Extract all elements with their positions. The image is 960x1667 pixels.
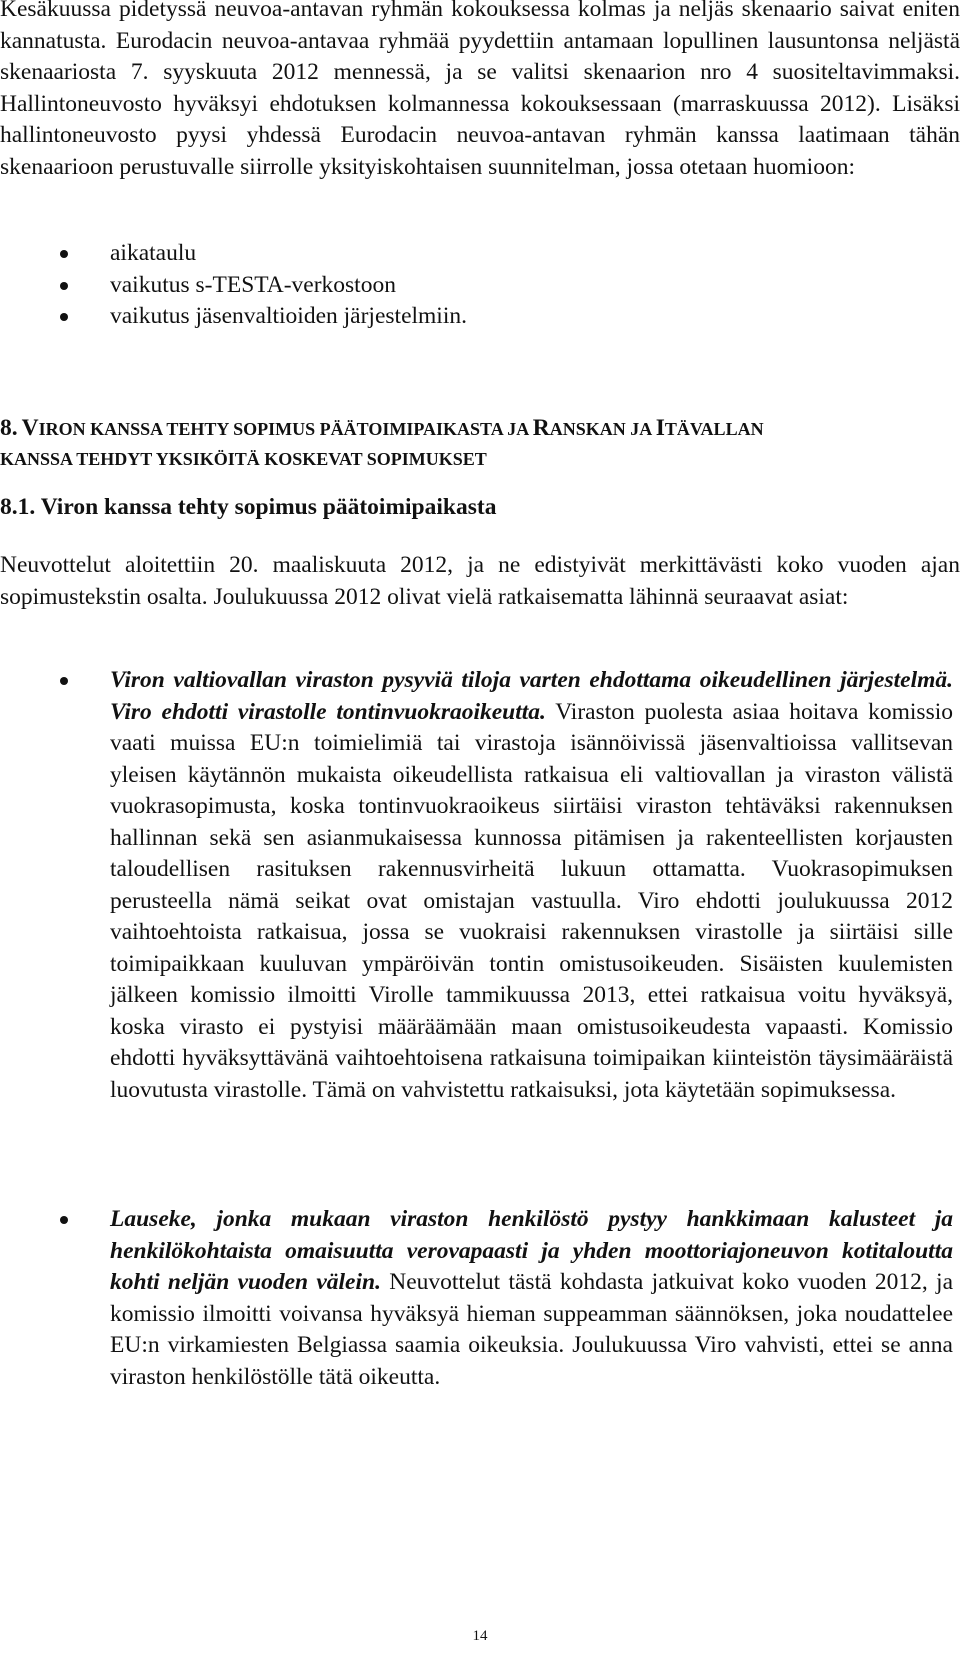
section-8-title-line1	[21, 415, 764, 441]
bullet-icon	[60, 1216, 68, 1224]
heading-segment: V	[21, 415, 39, 441]
bullet-icon	[60, 677, 68, 685]
heading-segment: TÄVALLAN	[664, 419, 764, 439]
bullet-icon	[60, 250, 68, 258]
subsection-8-1-heading: 8.1. Viron kanssa tehty sopimus päätoimipaikasta	[0, 494, 497, 520]
issue-tax-exemption-item: Lauseke, jonka mukaan viraston henkilöstö pystyy hankkimaan kalusteet ja henkilökohtaista omaisuutta verovapaasti ja yhden moottoriajoneuvon kotitaloutta kohti neljän vuoden välein. Neuvottelut tästä kohdasta jatkuivat koko vuoden 2012, ja komissio ilmoitti voivansa hyväksyä hieman suppeamman säännöksen, joka noudattelee EU:n virkamiesten Belgiassa saamia oikeuksia. Joulukuussa Viro vahvisti, ettei se anna viraston henkilöstölle tätä oikeutta.	[110, 1206, 953, 1390]
heading-segment: R	[532, 415, 550, 441]
section-8-heading: 8. VIRON KANSSA TEHTY SOPIMUS PÄÄTOIMIPAIKASTA JA RANSKAN JA ITÄVALLAN	[0, 415, 764, 441]
bullet-icon	[60, 282, 68, 290]
intro-bullet-list	[0, 238, 960, 333]
bullet-icon	[60, 313, 68, 321]
page-number: 14	[472, 1628, 488, 1644]
issue-legal-regime-item: Viron valtiovallan viraston pysyviä tiloja varten ehdottama oikeudellinen järjestelmä. Viro ehdotti virastolle tontinvuokraoikeutta. Viraston puolesta asiaa hoitava komissio vaati muissa EU:n toimielimiä tai virastoja isännöivissä jäsenvaltioissa vallitsevan yleisen käytännön mukaista oikeudellista ratkaisua eli valtiovallan ja viraston välistä vuokrasopimusta, koska tontinvuokraoikeus siirtäisi viraston tehtäväksi rakennuksen hallinnan sekä sen asianmukaisessa kunnossa pitämisen ja rakenteellisten korjausten taloudellisen rasituksen rakennusvirheitä lukuun ottamatta. Vuokrasopimuksen perusteella nämä seikat ovat omistajan vastuulla. Viro ehdotti joulukuussa 2012 vaihtoehtoista ratkaisua, jossa se vuokraisi rakennuksen virastolle ja siirtäisi sille toimipaikkaan kuuluvan ympäröivän tontin omistusoikeuden. Sisäisten kuulemisten jälkeen komissio ilmoitti Virolle tammikuussa 2013, ettei ratkaisua voitu hyväksyä, koska virasto ei pystyisi määräämään maan omistusoikeudesta vapaasti. Komissio ehdotti hyväksyttävänä vaihtoehtoisena ratkaisuna toimipaikan kiinteistön täysimääräistä luovutusta virastolle. Tämä on vahvistettu ratkaisuksi, jota käytetään sopimuksessa.	[110, 667, 954, 1103]
list-item: vaikutus s-TESTA-verkostoon	[0, 270, 960, 302]
intro-paragraph: Kesäkuussa pidetyssä neuvoa-antavan ryhmän kokouksessa kolmas ja neljäs skenaario saivat eniten kannatusta. Eurodacin neuvoa-antavaa ryhmää pyydettiin antamaan lopullinen lausuntonsa neljästä skenaariosta 7. syyskuuta 2012 mennessä, ja se valitsi skenaarion nro 4 suositeltavimmaksi. Hallintoneuvosto hyväksyi ehdotuksen kolmannessa kokouksessaan (marraskuussa 2012). Lisäksi hallintoneuvosto pyysi yhdessä Eurodacin neuvoa-antavan ryhmän kanssa laatimaan tähän skenaarioon perustuvalle siirrolle yksityiskohtaisen suunnitelman, jossa otetaan huomioon:	[0, 0, 960, 180]
heading-segment: I	[655, 415, 665, 441]
heading-segment: ANSKAN JA	[549, 419, 656, 439]
heading-segment: IRON KANSSA TEHTY SOPIMUS PÄÄTOIMIPAIKASTA JA	[38, 419, 533, 439]
list-item: aikataulu	[0, 238, 960, 270]
section-8-heading-line2: KANSSA TEHDYT YKSIKÖITÄ KOSKEVAT SOPIMUKSET	[0, 449, 487, 469]
list-item: vaikutus jäsenvaltioiden järjestelmiin.	[0, 301, 960, 333]
section-8-1-paragraph: Neuvottelut aloitettiin 20. maaliskuuta 2012, ja ne edistyivät merkittävästi koko vuoden ajan sopimustekstin osalta. Joulukuussa 2012 olivat vielä ratkaisematta lähinnä seuraavat asiat:	[0, 552, 960, 610]
